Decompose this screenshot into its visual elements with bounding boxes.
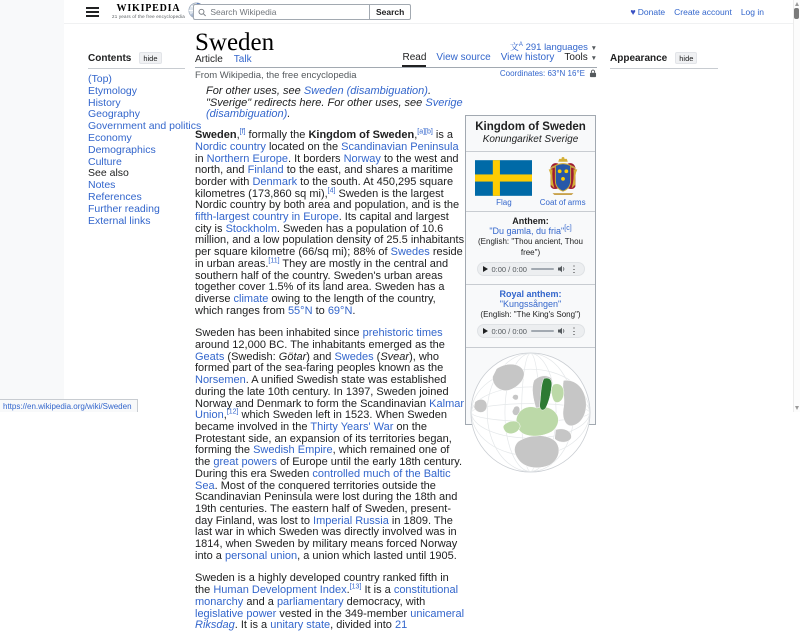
wiki-link[interactable]: fifth-largest country in Europe: [195, 211, 339, 224]
text-run: democracy, with: [343, 595, 426, 608]
text-run: .: [346, 584, 350, 597]
reference[interactable]: [11]: [268, 257, 280, 265]
text-run: in: [195, 152, 207, 165]
text-run: of Europe until the early 18th century. During this era Sweden: [195, 456, 463, 480]
wikipedia-tagline: 21 years of the free encyclopedia: [112, 13, 185, 19]
text-run: (Swedish:: [224, 350, 279, 363]
page-protection-lock-icon[interactable]: [589, 69, 597, 78]
contents-title: Contents: [88, 52, 132, 64]
wiki-link[interactable]: Swedes: [334, 350, 374, 363]
browser-status-bar: [0, 399, 138, 412]
text-run: .: [287, 108, 291, 121]
search-input[interactable]: [210, 7, 365, 17]
text-run: ,: [414, 129, 418, 142]
player-time: 0:00 / 0:00: [491, 326, 527, 336]
text-run: located on the: [265, 140, 342, 153]
coordinates-link[interactable]: Coordinates: 63°N 16°E: [499, 69, 585, 78]
tab-view-history[interactable]: View history: [500, 52, 555, 63]
reference[interactable]: [13]: [349, 583, 362, 591]
text-run: Kingdom of Sweden: [308, 129, 415, 142]
create-account-link[interactable]: Create account: [674, 7, 732, 17]
article-body: [195, 86, 466, 643]
text-run: Sweden is a highly developed country ranked fifth in the: [195, 572, 449, 597]
status-url: https://en.wikipedia.org/wiki/Sweden: [3, 401, 132, 411]
article-paragraph: [195, 328, 466, 562]
scroll-up-arrow[interactable]: [795, 2, 799, 6]
wiki-link[interactable]: Swedes: [390, 246, 430, 259]
text-run: .: [352, 304, 356, 317]
sidebar-item-top[interactable]: (Top): [88, 73, 112, 85]
wiki-link[interactable]: 69°N: [327, 304, 353, 317]
text-run: reside in urban areas.: [195, 246, 463, 270]
wiki-link[interactable]: Human Development Index: [213, 584, 347, 597]
wiki-link[interactable]: 21: [394, 619, 408, 632]
player-menu-icon[interactable]: ⋮: [569, 263, 579, 274]
text-run: Svear: [380, 350, 410, 363]
sidebar-item-economy[interactable]: Economy: [88, 131, 132, 144]
text-run: to: [312, 304, 328, 317]
language-icon: 文$^A$: [509, 42, 523, 52]
reference[interactable]: [12]: [226, 408, 239, 416]
text-run: ), who formed part of the sea-faring peoples known as the: [195, 350, 444, 375]
text-run: . Sweden has a population of 10.6 million, and a low population density of 25.5 inhabitants per square kilometre (66/sq mi); 88% of: [195, 222, 465, 259]
infobox-native-name: Konungariket Sverige: [482, 134, 579, 145]
player-time: 0:00 / 0:00: [491, 264, 527, 274]
languages-count: 291 languages: [525, 42, 588, 53]
anthem-label: Anthem:: [512, 216, 549, 226]
main-menu-icon[interactable]: [86, 7, 99, 17]
sidebar-item-geography[interactable]: Geography: [88, 108, 140, 121]
sidebar-item-history[interactable]: History: [88, 96, 121, 109]
reference[interactable]: [4]: [327, 186, 336, 194]
text-run: . Its capital and largest city is: [195, 211, 449, 235]
scroll-down-arrow[interactable]: [795, 406, 799, 410]
wiki-link[interactable]: Norway: [343, 152, 381, 165]
text-run: around 12,000 BC. The inhabitants emerged as the: [195, 339, 445, 352]
wiki-link[interactable]: unicameral: [410, 607, 465, 620]
wiki-link[interactable]: climate: [233, 292, 269, 305]
royal-anthem-title-link[interactable]: "Kungssången": [499, 299, 562, 309]
text-run: . Most of the conquered territories outside the Scandinavian Peninsula were lost during the 18th and 19th centuries. The eastern half of Sweden, present-day Finland, was lost to: [195, 479, 458, 527]
text-run: . It is a: [234, 619, 271, 632]
text-run: vested in the 349-member: [276, 607, 411, 620]
scrollbar-thumb[interactable]: [794, 8, 799, 19]
anthem-audio-player[interactable]: [477, 262, 585, 276]
site-header: [64, 0, 793, 24]
chevron-down-icon: ▼: [590, 55, 597, 62]
text-run: Sweden has been inhabited since: [195, 327, 363, 340]
text-run: to the east, and shares a maritime border with: [195, 164, 454, 188]
text-run: . It borders: [287, 152, 344, 165]
tab-talk[interactable]: Talk: [233, 54, 252, 65]
play-icon[interactable]: [483, 266, 488, 272]
royal-anthem-label[interactable]: Royal anthem:: [499, 289, 562, 299]
search-box[interactable]: [193, 4, 369, 20]
text-run: . A unified Swedish state was established during the late 10th century. In 1397, Sweden joined Norway and Denmark to form the Scandinavian: [195, 374, 449, 410]
wiki-link[interactable]: Denmark: [252, 175, 298, 188]
wiki-link[interactable]: Nordic country: [195, 140, 266, 153]
wiki-link[interactable]: 55°N: [287, 304, 313, 317]
window-left-gutter: [0, 0, 64, 412]
reference[interactable]: [c]: [564, 225, 572, 232]
contents-list: [88, 73, 202, 227]
appearance-panel: [610, 52, 718, 69]
wiki-link[interactable]: personal union: [224, 549, 298, 562]
wikipedia-logo[interactable]: [112, 2, 205, 19]
hatnote: [195, 98, 466, 121]
tab-view-source[interactable]: View source: [436, 52, 491, 63]
login-link[interactable]: Log in: [740, 7, 764, 17]
appearance-hide-button[interactable]: hide: [675, 52, 697, 64]
text-run: , which remained one of the: [195, 444, 450, 469]
anthem-english: (English: "Thou ancient, Thou free"): [478, 237, 583, 257]
location-map-globe[interactable]: [469, 351, 592, 474]
sidebar-item-demographics[interactable]: Demographics: [88, 143, 156, 156]
royal-anthem-audio-player[interactable]: [477, 324, 585, 338]
sweden-flag-image[interactable]: [475, 160, 532, 196]
text-run: which Sweden left in 1523. When Sweden became involved in the: [195, 409, 448, 433]
text-run: For other uses, see: [206, 85, 304, 97]
wiki-link[interactable]: Thirty Years' War: [310, 420, 394, 433]
wikipedia-wordmark: WIKIPEDIA: [116, 2, 181, 14]
text-run: "Sverige" redirects here. For other uses, see: [206, 96, 426, 109]
wiki-link[interactable]: unitary state: [270, 619, 331, 632]
wiki-link[interactable]: Riksdag: [195, 619, 235, 632]
infobox-title: Kingdom of Sweden: [475, 121, 586, 133]
contents-hide-button[interactable]: hide: [139, 52, 161, 64]
wiki-link[interactable]: Swedish Empire: [253, 444, 333, 457]
text-run: , a union which lasted until 1905.: [297, 549, 457, 562]
wiki-link[interactable]: Norsemen: [195, 374, 246, 387]
play-icon[interactable]: [483, 328, 488, 334]
player-seek-slider[interactable]: [531, 330, 554, 332]
wiki-link[interactable]: Scandinavian Peninsula: [341, 140, 459, 153]
text-run: to the west and north, and: [195, 152, 459, 177]
search-bar: [193, 4, 411, 20]
page-subtitle: From Wikipedia, the free encyclopedia: [195, 70, 357, 81]
wiki-link[interactable]: controlled much of the Baltic Sea: [195, 467, 451, 492]
coat-of-arms-caption-link[interactable]: Coat of arms: [539, 198, 586, 207]
text-run: in 1809. The last war in which Sweden was directly involved was in 1814, when Sweden by military means forced Norway into a: [195, 514, 458, 562]
wiki-link[interactable]: Northern Europe: [206, 152, 288, 165]
wiki-link[interactable]: Kalmar Union: [195, 397, 465, 422]
search-button[interactable]: Search: [369, 4, 411, 20]
anthem-section: [466, 211, 595, 281]
heart-icon: ♥: [630, 7, 636, 17]
text-run: It is a: [361, 584, 394, 597]
wiki-link[interactable]: prehistoric times: [362, 327, 443, 340]
sidebar-item-culture[interactable]: Culture: [88, 155, 122, 168]
article-paragraph: [195, 130, 466, 317]
sidebar-item-external-links[interactable]: External links: [88, 214, 151, 227]
text-run: , divided into: [330, 619, 395, 632]
reference[interactable]: [a][b]: [417, 128, 433, 136]
sidebar-item-government-and-politics[interactable]: Government and politics: [88, 120, 202, 133]
text-run: and a: [243, 595, 277, 608]
text-run: to the south. At 450,295 square kilometres (173,860 sq mi),: [195, 175, 454, 200]
coat-of-arms-image[interactable]: [546, 156, 580, 196]
chevron-down-icon: ▼: [590, 45, 597, 52]
reference[interactable]: [f]: [239, 128, 246, 136]
text-run: owing to the length of the country, which ranges from: [195, 292, 436, 317]
sidebar-item-etymology[interactable]: Etymology: [88, 84, 138, 97]
tab-article[interactable]: Article: [195, 54, 223, 65]
wiki-link[interactable]: great powers: [213, 456, 277, 469]
article-paragraph: [195, 573, 466, 632]
wiki-link[interactable]: Sweden (disambiguation): [303, 85, 428, 97]
text-run: ,: [223, 409, 227, 422]
wiki-link[interactable]: Sverige (disambiguation): [206, 96, 463, 121]
scrollbar[interactable]: [793, 0, 800, 412]
appearance-title: Appearance: [610, 52, 668, 64]
text-run: Sweden: [195, 129, 237, 142]
contents-sidebar: [88, 52, 202, 227]
text-run: is a: [432, 129, 454, 142]
player-menu-icon[interactable]: ⋮: [569, 325, 579, 336]
wiki-link[interactable]: constitutional monarchy: [195, 584, 459, 608]
page-title: Sweden: [195, 29, 275, 56]
text-run: They are mostly in the central and southern half of the country. Sweden's urban areas together cover 1.5% of its land area. Sweden has a diverse: [195, 257, 449, 305]
tab-read[interactable]: Read: [402, 52, 426, 67]
user-links: [630, 0, 764, 24]
text-run: ,: [236, 129, 240, 142]
wiki-link[interactable]: legislative power: [195, 607, 277, 620]
royal-anthem-section: [466, 284, 595, 343]
article-tabbar: [195, 53, 597, 68]
sidebar-item-notes[interactable]: Notes: [88, 179, 116, 192]
tab-tools[interactable]: Tools ▼: [564, 52, 597, 63]
sidebar-item-see-also[interactable]: See also: [88, 167, 129, 180]
wiki-link[interactable]: parliamentary: [276, 595, 344, 608]
sidebar-item-further-reading[interactable]: Further reading: [88, 202, 160, 215]
text-run: on the Protestant side, an expansion of its territories began, forming the: [195, 420, 452, 457]
royal-anthem-english: (English: "The King's Song"): [480, 310, 581, 319]
search-icon: [198, 8, 206, 17]
volume-icon[interactable]: [558, 265, 566, 273]
wiki-link[interactable]: Stockholm: [225, 222, 277, 235]
text-run: formally the: [245, 129, 309, 142]
wiki-link[interactable]: Finland: [247, 164, 284, 177]
flag-caption-link[interactable]: Flag: [496, 198, 512, 207]
donate-link[interactable]: [630, 7, 665, 17]
country-infobox: [465, 115, 596, 425]
sidebar-item-references[interactable]: References: [88, 190, 142, 203]
text-run: Sweden is the largest Nordic country by both area and population, and is the: [195, 187, 460, 212]
wiki-link[interactable]: Geats: [195, 350, 225, 363]
wiki-link[interactable]: Imperial Russia: [313, 514, 389, 527]
player-seek-slider[interactable]: [531, 268, 554, 270]
text-run: (: [373, 350, 381, 363]
text-run: ) and: [306, 350, 335, 363]
text-run: Götar: [278, 350, 307, 363]
volume-icon[interactable]: [558, 327, 566, 335]
anthem-title-link[interactable]: "Du gamla, du fria": [489, 226, 565, 236]
donate-label[interactable]: Donate: [637, 7, 666, 17]
text-run: .: [427, 85, 432, 97]
